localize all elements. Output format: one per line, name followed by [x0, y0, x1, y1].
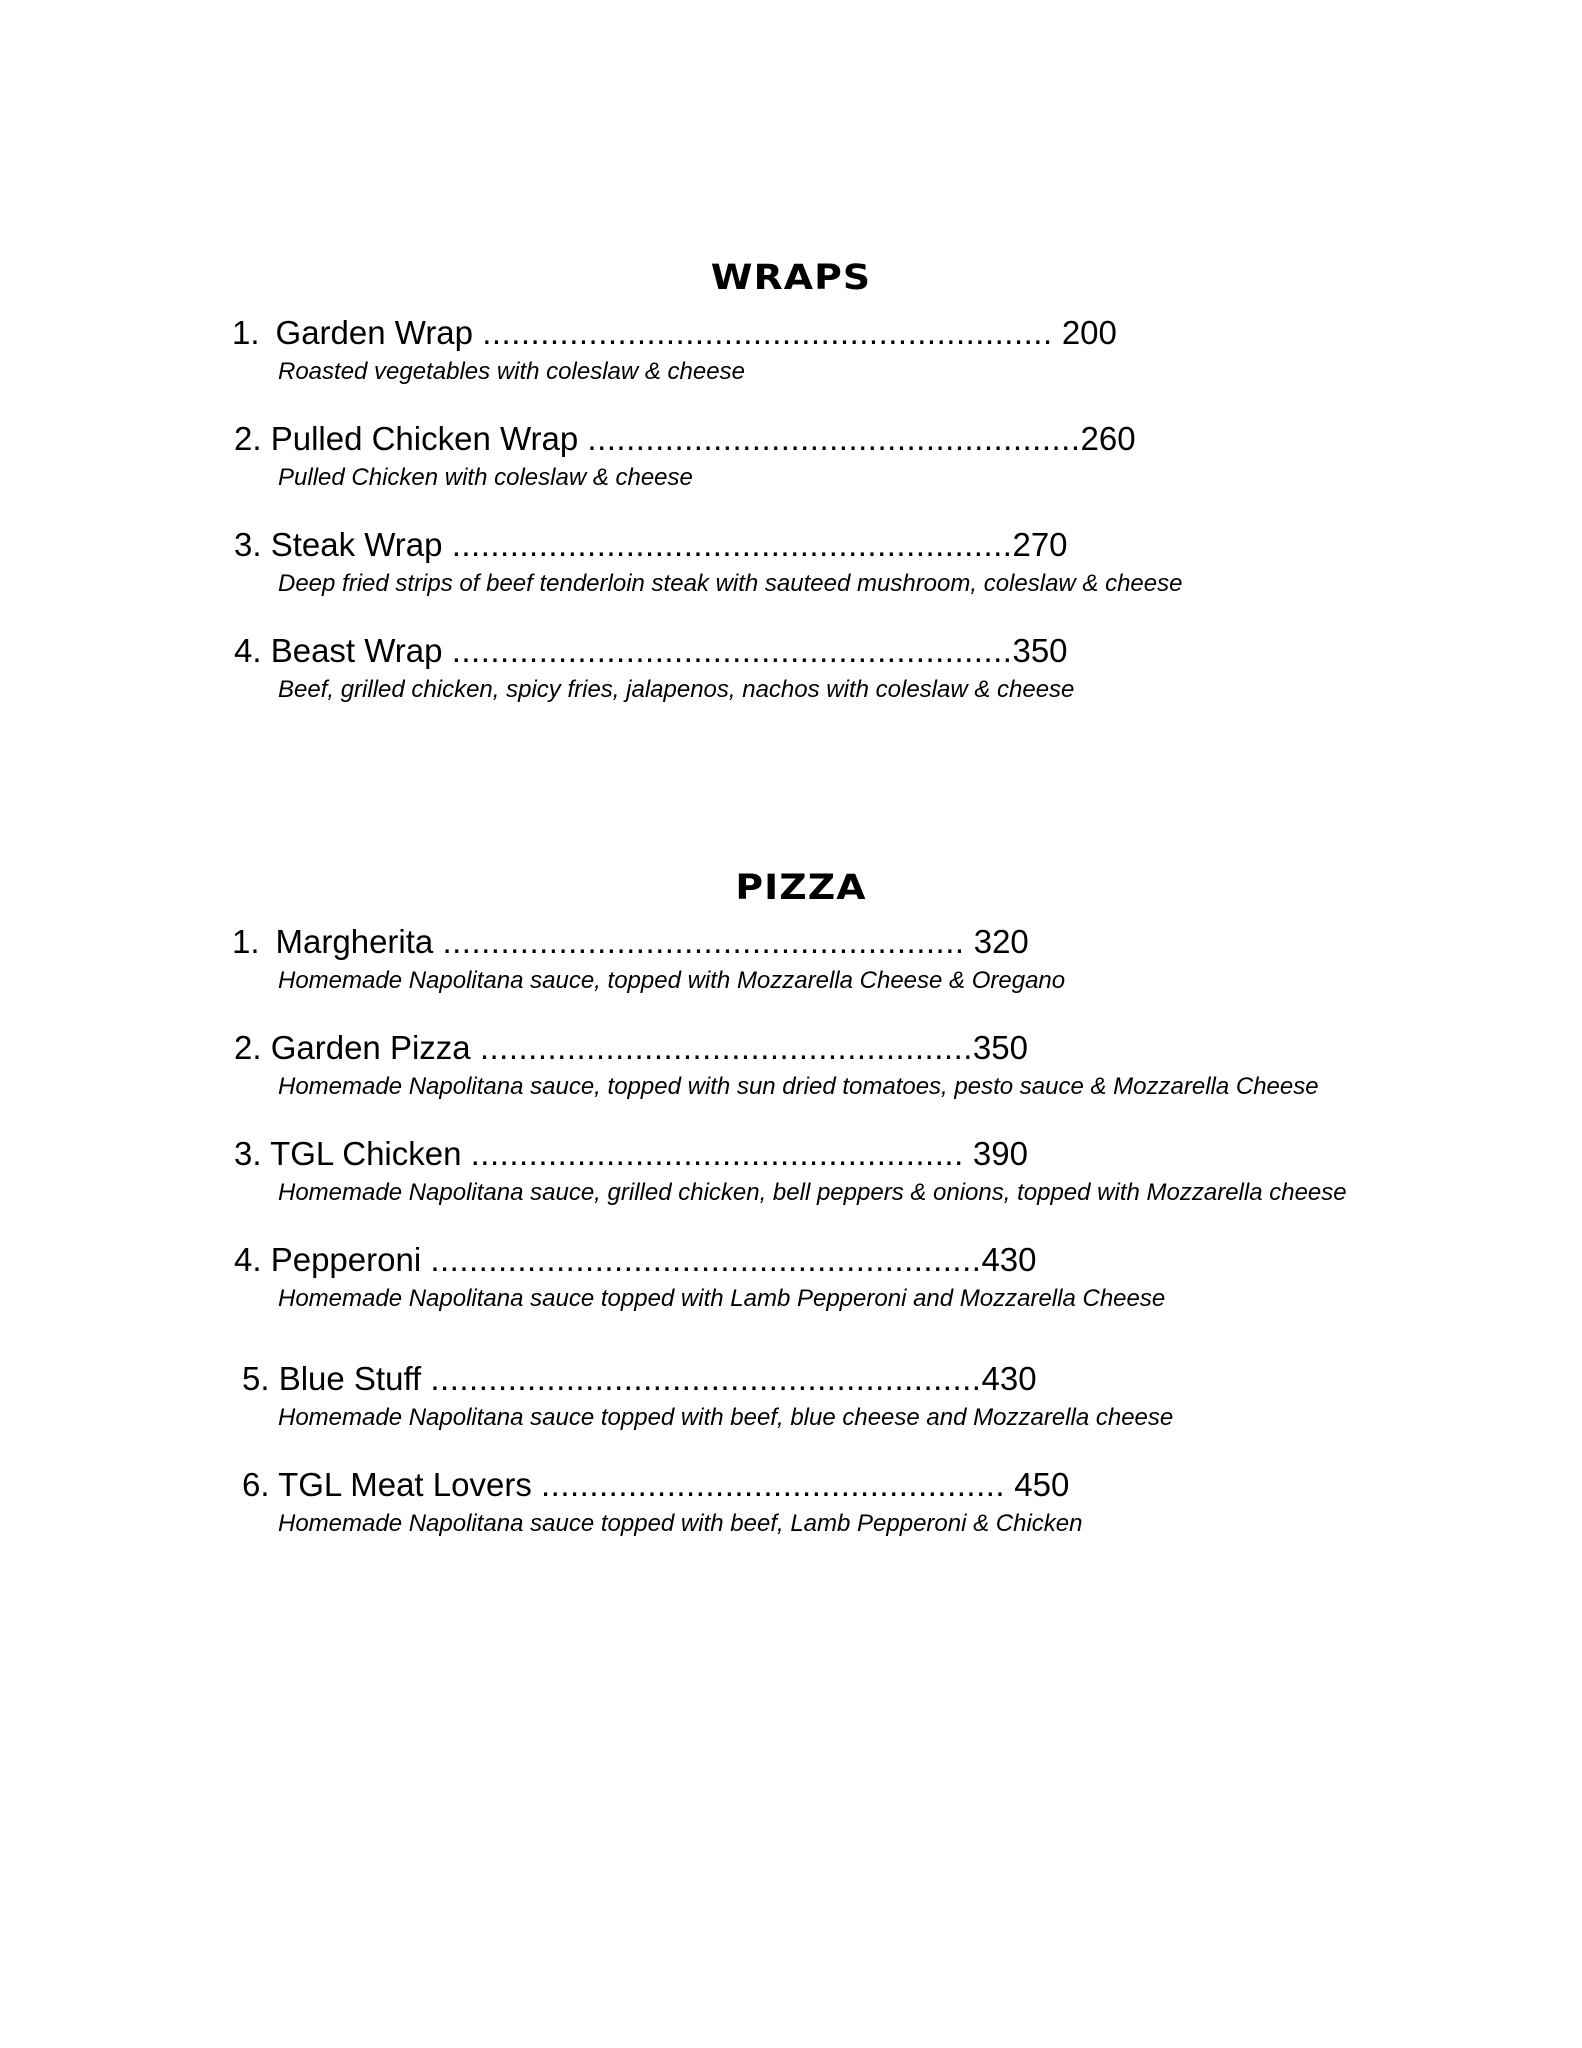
- item-dots: ...........................................................: [482, 314, 1053, 351]
- item-description: Homemade Napolitana sauce, grilled chicken, bell peppers & onions, topped with Mozzarella cheese: [278, 1179, 1347, 1206]
- item-dots: ...................................................: [587, 420, 1081, 457]
- menu-item: [234, 1134, 1347, 1208]
- item-number: 6.: [242, 1466, 270, 1503]
- item-price: 430: [981, 1360, 1037, 1397]
- item-name: Blue Stuff: [278, 1360, 422, 1397]
- item-price: 320: [973, 923, 1029, 960]
- item-description: Homemade Napolitana sauce topped with Lamb Pepperoni and Mozzarella Cheese: [278, 1285, 1166, 1312]
- item-name: TGL Meat Lovers: [278, 1466, 532, 1503]
- item-name: Pepperoni: [270, 1241, 422, 1278]
- item-dots: .........................................................: [430, 1360, 982, 1397]
- item-description: Pulled Chicken with coleslaw & cheese: [278, 464, 693, 491]
- item-line: [234, 419, 1136, 459]
- item-dots: ...................................................: [470, 1135, 964, 1172]
- item-line: [234, 1134, 1347, 1174]
- menu-item: [242, 1359, 1173, 1433]
- item-price: 200: [1061, 314, 1117, 351]
- item-number: 2.: [234, 1029, 262, 1066]
- menu-item: [242, 1465, 1083, 1539]
- item-description: Beef, grilled chicken, spicy fries, jalapenos, nachos with coleslaw & cheese: [278, 676, 1075, 703]
- item-price: 350: [972, 1029, 1028, 1066]
- wraps-section-title: WRAPS: [710, 258, 872, 298]
- item-line: [242, 1465, 1083, 1505]
- item-name: Garden Wrap: [275, 314, 474, 351]
- item-number: 4.: [234, 632, 262, 669]
- menu-item: [234, 631, 1074, 705]
- item-price: 270: [1012, 526, 1068, 563]
- item-line: [234, 631, 1074, 671]
- item-line: [232, 922, 1065, 962]
- item-price: 260: [1080, 420, 1136, 457]
- item-name: TGL Chicken: [270, 1135, 462, 1172]
- item-name: Margherita: [275, 923, 434, 960]
- item-name: Beast Wrap: [270, 632, 443, 669]
- item-dots: ................................................: [541, 1466, 1006, 1503]
- item-dots: .........................................................: [430, 1241, 982, 1278]
- item-price: 350: [1012, 632, 1068, 669]
- item-dots: ..........................................................: [451, 632, 1013, 669]
- item-description: Homemade Napolitana sauce topped with beef, blue cheese and Mozzarella cheese: [278, 1404, 1174, 1431]
- item-price: 390: [972, 1135, 1028, 1172]
- item-line: [234, 1028, 1319, 1068]
- menu-item: [234, 1240, 1165, 1314]
- menu-item: [234, 419, 1136, 493]
- item-dots: ...................................................: [479, 1029, 973, 1066]
- item-name: Steak Wrap: [270, 526, 443, 563]
- item-line: [234, 1240, 1165, 1280]
- item-dots: ......................................................: [442, 923, 965, 960]
- item-description: Homemade Napolitana sauce topped with beef, Lamb Pepperoni & Chicken: [278, 1510, 1083, 1537]
- item-dots: ..........................................................: [451, 526, 1013, 563]
- item-number: 1.: [232, 314, 260, 351]
- item-number: 2.: [234, 420, 262, 457]
- item-line: [242, 1359, 1173, 1399]
- item-line: [234, 525, 1182, 565]
- pizza-section-title: PIZZA: [735, 868, 867, 908]
- item-description: Homemade Napolitana sauce, topped with sun dried tomatoes, pesto sauce & Mozzarella Cheese: [278, 1073, 1319, 1100]
- item-number: 4.: [234, 1241, 262, 1278]
- item-number: 3.: [234, 526, 262, 563]
- item-description: Homemade Napolitana sauce, topped with Mozzarella Cheese & Oregano: [278, 967, 1066, 994]
- item-name: Garden Pizza: [270, 1029, 471, 1066]
- item-description: Roasted vegetables with coleslaw & cheese: [278, 358, 745, 385]
- item-description: Deep fried strips of beef tenderloin steak with sauteed mushroom, coleslaw & cheese: [278, 570, 1183, 597]
- item-name: Pulled Chicken Wrap: [270, 420, 579, 457]
- item-number: 5.: [242, 1360, 270, 1397]
- item-price: 450: [1014, 1466, 1070, 1503]
- item-price: 430: [981, 1241, 1037, 1278]
- menu-item: [232, 922, 1065, 996]
- item-number: 3.: [234, 1135, 262, 1172]
- item-number: 1.: [232, 923, 260, 960]
- menu-item: [232, 313, 1117, 387]
- menu-item: [234, 1028, 1319, 1102]
- item-line: [232, 313, 1117, 353]
- menu-item: [234, 525, 1182, 599]
